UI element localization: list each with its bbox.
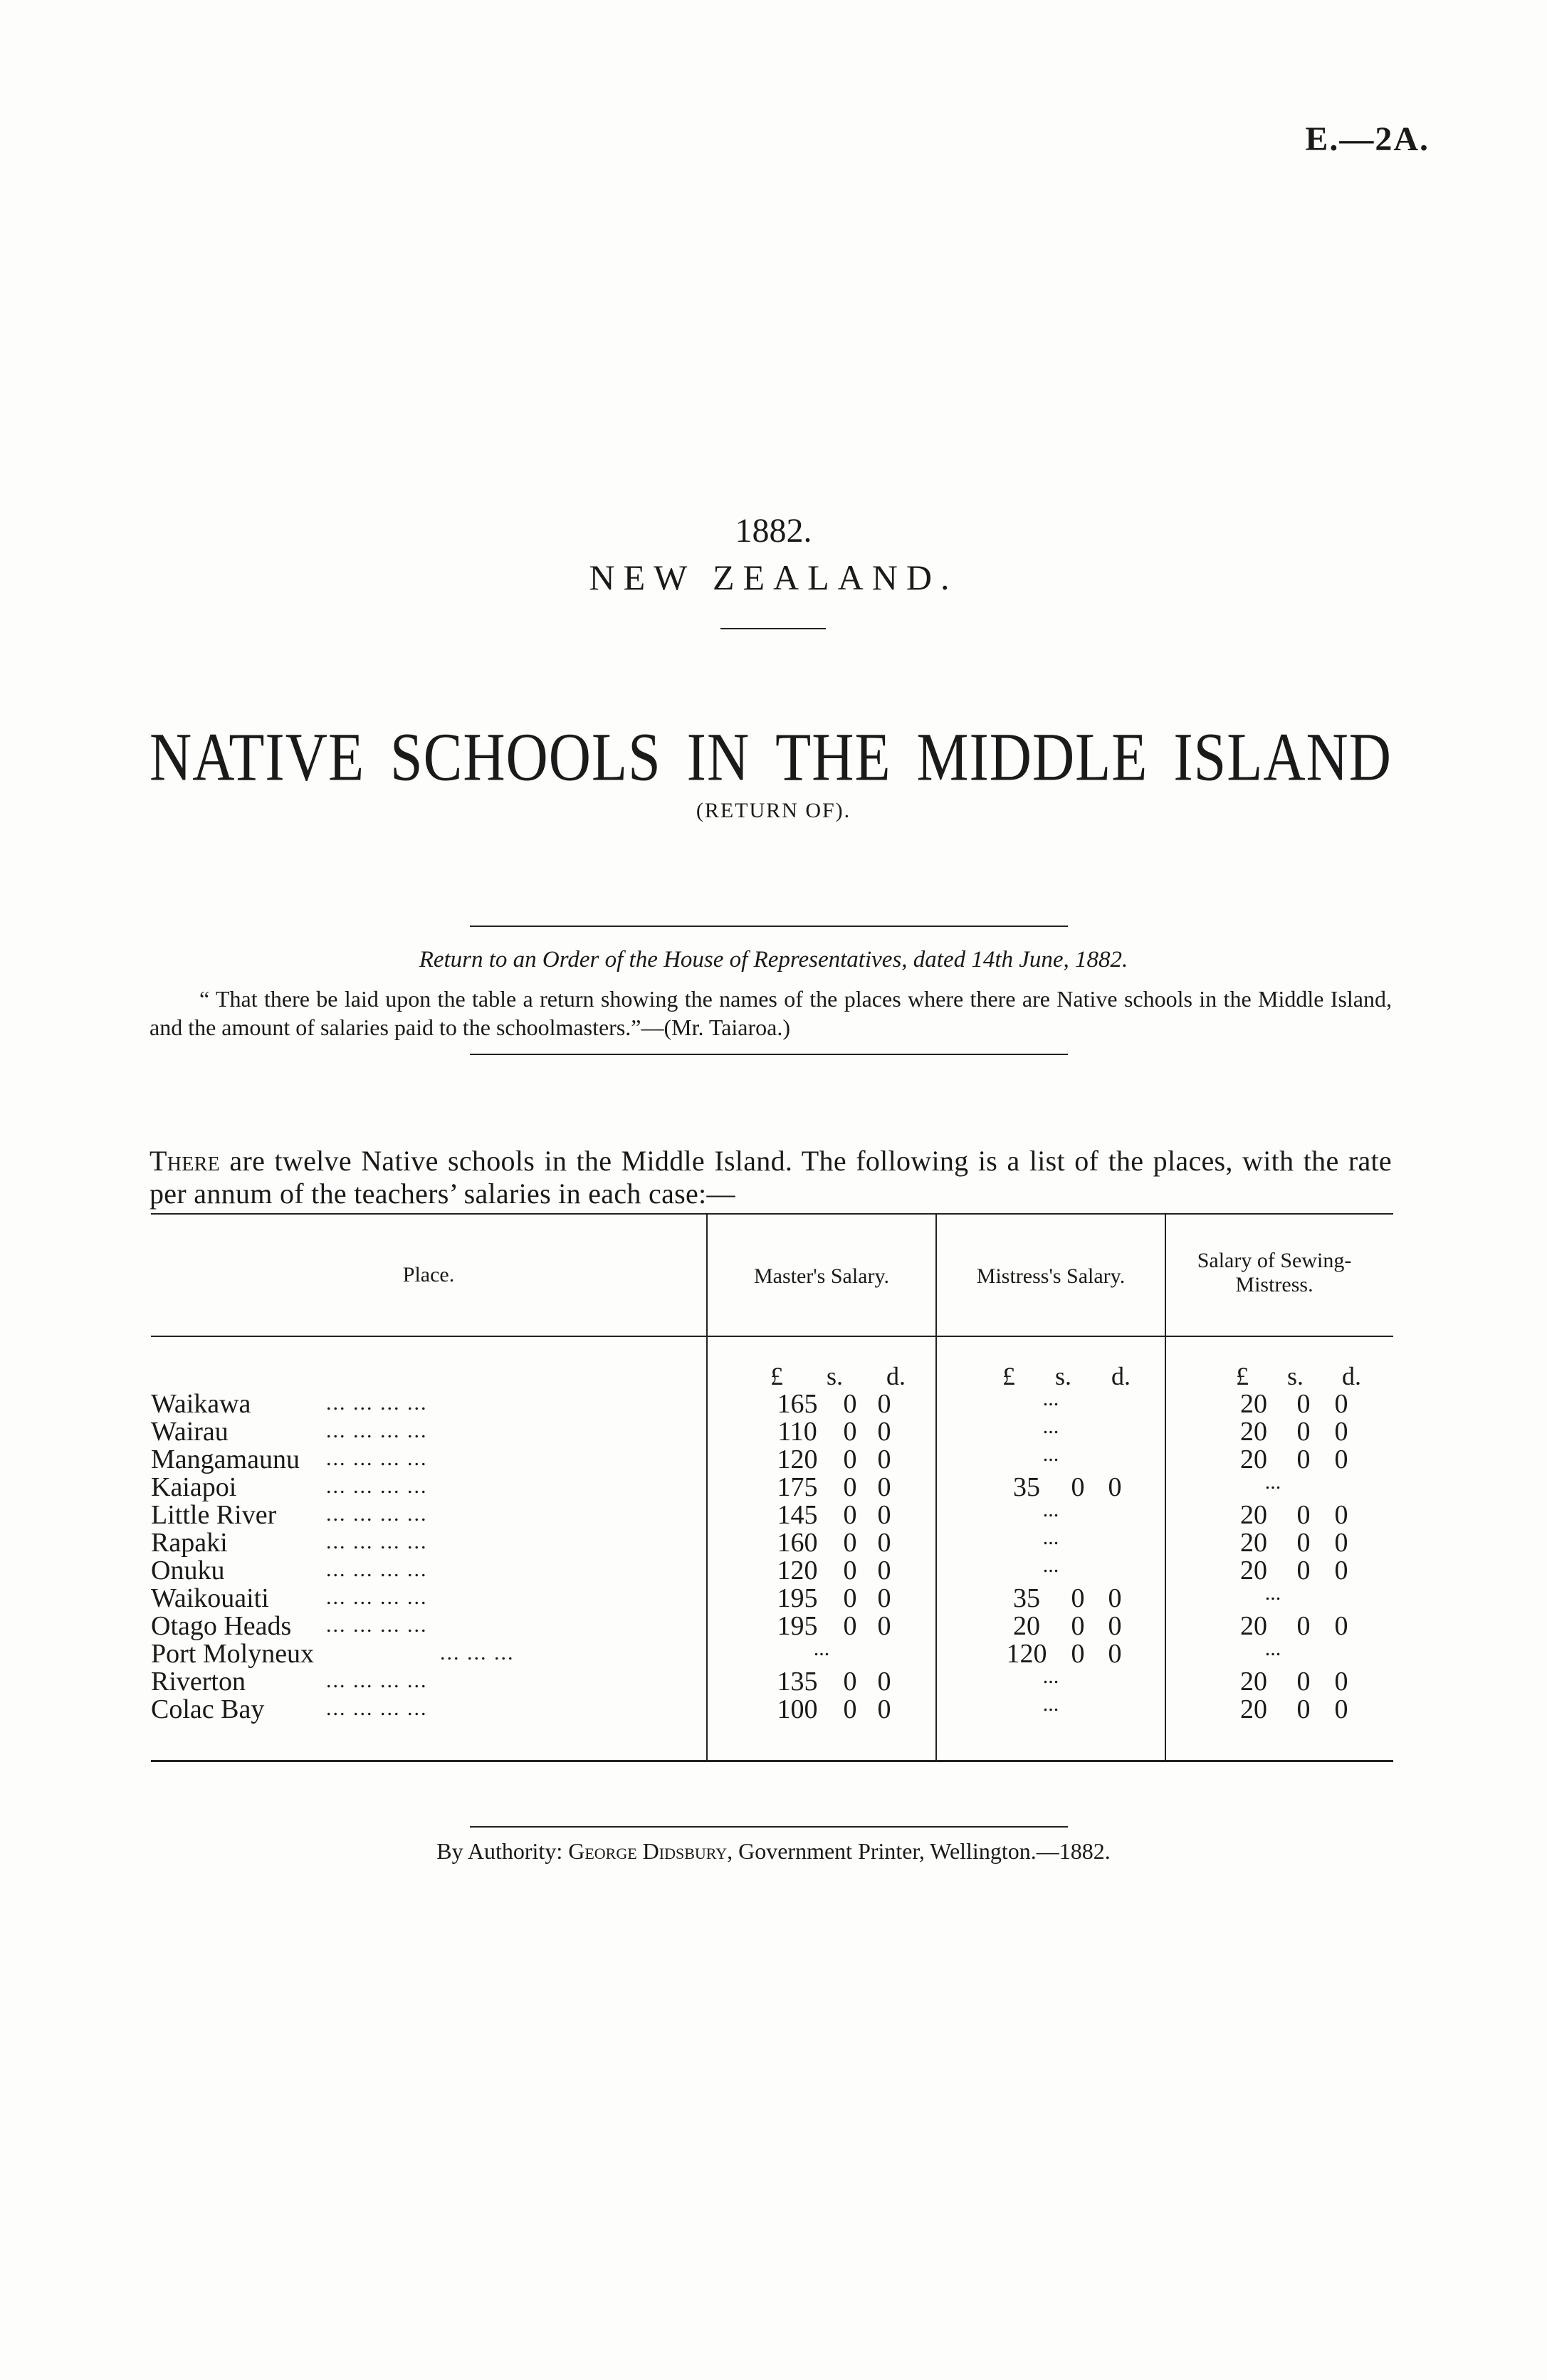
sewing-amount [1225,1416,1358,1447]
master-amount [762,1472,901,1503]
title-word: IN [686,718,750,795]
pence: 0 [1334,1417,1348,1447]
pence: 0 [877,1417,891,1447]
mistress-empty: ... [1042,1553,1059,1577]
pounds: 20 [1240,1417,1267,1447]
sewing-amount [1225,1527,1358,1558]
order-quote: “ That there be laid upon the table a return showing the names of the places where there are Native schools in the Middle Island, and the amount of salaries paid to the schoolmasters.”—(Mr. Taiaroa.) [150,986,1392,1040]
intro-first-word: There [150,1145,221,1177]
shillings: 0 [843,1583,857,1613]
leader-dots: ... ... ... ... [326,1502,428,1526]
pence: 0 [877,1667,891,1697]
order-bottom-rule [470,1054,1068,1055]
sewing-empty: ... [1264,1470,1281,1494]
leader-dots: ... ... ... ... [326,1585,428,1609]
leader-dots: ... ... ... [440,1641,515,1665]
master-amount [762,1666,901,1697]
printer-footer [0,1838,1547,1865]
pence: 0 [877,1556,891,1585]
pounds: 195 [777,1583,818,1613]
master-amount [762,1444,901,1475]
document-reference: E.—2A. [1305,120,1430,158]
sewing-amount [1225,1694,1358,1725]
shillings: 0 [843,1556,857,1585]
pounds: 175 [777,1472,818,1502]
pounds: 120 [777,1445,818,1474]
shilling-unit: s. [1054,1362,1071,1390]
place-name: Riverton [151,1667,246,1697]
pounds: 165 [777,1389,818,1419]
shillings: 0 [1296,1445,1311,1474]
header-mistress-salary: Mistress's Salary. [976,1264,1126,1288]
pence: 0 [877,1611,891,1641]
pounds: 20 [1240,1528,1267,1558]
shillings: 0 [843,1500,857,1530]
leader-dots: ... ... ... ... [326,1474,428,1498]
place-name: Port Molyneux [151,1639,315,1669]
master-amount [762,1583,901,1614]
shillings: 0 [1071,1583,1085,1613]
pounds: 20 [1240,1445,1267,1474]
shillings: 0 [1071,1472,1085,1502]
shillings: 0 [1296,1694,1311,1724]
pence: 0 [1108,1611,1122,1641]
title-word: SCHOOLS [390,718,661,795]
pence: 0 [877,1389,891,1419]
mistress-amount [995,1583,1132,1614]
master-amount [762,1527,901,1558]
mistress-empty: ... [1042,1498,1059,1521]
shillings: 0 [1296,1667,1311,1697]
shillings: 0 [1071,1611,1085,1641]
footer-rule [470,1826,1068,1828]
pence: 0 [1334,1528,1348,1558]
shilling-unit: s. [1286,1362,1304,1390]
pence: 0 [877,1528,891,1558]
shillings: 0 [843,1417,857,1447]
sewing-empty: ... [1264,1581,1281,1605]
column-divider [706,1213,708,1760]
pence-unit: d. [1341,1362,1361,1390]
place-name: Onuku [151,1556,225,1585]
leader-dots: ... ... ... ... [326,1697,428,1720]
title-word: ISLAND [1173,718,1392,795]
pounds: 20 [1240,1389,1267,1419]
sewing-amount [1225,1499,1358,1531]
pence: 0 [1108,1472,1122,1502]
leader-dots: ... ... ... ... [326,1613,428,1637]
place-name: Colac Bay [151,1694,265,1724]
pounds: 20 [1240,1611,1267,1641]
pence: 0 [1334,1500,1348,1530]
short-rule [720,628,826,629]
year-heading: 1882. [735,512,812,550]
sewing-empty: ... [1264,1637,1281,1660]
place-name: Wairau [151,1417,229,1447]
pence: 0 [877,1583,891,1613]
pence: 0 [1108,1639,1122,1669]
mistress-empty: ... [1042,1442,1059,1466]
shillings: 0 [843,1528,857,1558]
country-heading: NEW ZEALAND. [589,557,958,597]
intro-paragraph [150,1145,1392,1210]
mistress-empty: ... [1042,1692,1059,1716]
main-title [150,718,1392,797]
pounds: 35 [1013,1472,1040,1502]
order-top-rule [470,926,1068,927]
master-empty: ... [813,1637,830,1660]
leader-dots: ... ... ... ... [326,1419,428,1442]
pence: 0 [1334,1389,1348,1419]
master-amount [762,1388,901,1420]
pence: 0 [1334,1556,1348,1585]
title-word: THE [775,718,891,795]
shillings: 0 [1296,1500,1311,1530]
place-name: Otago Heads [151,1611,292,1641]
table-top-rule [151,1213,1393,1215]
title-word: MIDDLE [916,718,1148,795]
shillings: 0 [1296,1528,1311,1558]
shillings: 0 [1296,1417,1311,1447]
pound-unit: £ [770,1362,783,1390]
leader-dots: ... ... ... ... [326,1530,428,1553]
pence: 0 [1334,1694,1348,1724]
master-amount [762,1499,901,1531]
shillings: 0 [843,1611,857,1641]
shillings: 0 [843,1445,857,1474]
footer-suffix: , Government Printer, Wellington.—1882. [727,1838,1111,1864]
pounds: 35 [1013,1583,1040,1613]
master-amount [762,1555,901,1586]
pence: 0 [1334,1667,1348,1697]
pound-unit: £ [1002,1362,1015,1390]
pence: 0 [1334,1611,1348,1641]
shillings: 0 [1296,1556,1311,1585]
title-word: NATIVE [150,718,365,795]
table-bottom-rule [151,1760,1393,1762]
pound-unit: £ [1236,1362,1249,1390]
pounds: 100 [777,1694,818,1724]
leader-dots: ... ... ... ... [326,1391,428,1415]
pence-unit: d. [886,1362,906,1390]
sewing-amount [1225,1388,1358,1420]
pounds: 145 [777,1500,818,1530]
mistress-empty: ... [1042,1415,1059,1438]
shillings: 0 [843,1472,857,1502]
pence: 0 [877,1500,891,1530]
shillings: 0 [1296,1611,1311,1641]
pounds: 20 [1240,1667,1267,1697]
shillings: 0 [843,1694,857,1724]
footer-prefix: By Authority: [436,1838,569,1864]
pounds: 195 [777,1611,818,1641]
sewing-amount [1225,1666,1358,1697]
pounds: 120 [1006,1639,1047,1669]
order-line: Return to an Order of the House of Representatives, dated 14th June, 1882. [419,947,1128,973]
shillings: 0 [843,1389,857,1419]
sewing-units [1236,1361,1361,1391]
pence: 0 [1334,1445,1348,1474]
place-name: Waikouaiti [151,1583,269,1613]
mistress-amount [995,1610,1132,1642]
pence: 0 [877,1472,891,1502]
pounds: 20 [1240,1694,1267,1724]
mistress-empty: ... [1042,1665,1059,1688]
leader-dots: ... ... ... ... [326,1558,428,1581]
printer-name: George Didsbury [568,1838,728,1864]
leader-dots: ... ... ... ... [326,1669,428,1692]
leader-dots: ... ... ... ... [326,1447,428,1470]
master-units [770,1361,906,1391]
master-amount [762,1694,901,1725]
pence: 0 [877,1445,891,1474]
master-amount [762,1416,901,1447]
place-name: Mangamaunu [151,1445,300,1474]
pence: 0 [877,1694,891,1724]
shillings: 0 [843,1667,857,1697]
subtitle: (RETURN OF). [696,799,851,822]
pounds: 135 [777,1667,818,1697]
pounds: 160 [777,1528,818,1558]
pence-unit: d. [1111,1362,1131,1390]
place-name: Rapaki [151,1528,228,1558]
pence: 0 [1108,1583,1122,1613]
place-name: Kaiapoi [151,1472,237,1502]
place-name: Waikawa [151,1389,251,1419]
pounds: 20 [1240,1500,1267,1530]
intro-text: are twelve Native schools in the Middle Island. The following is a list of the places, with the rate per annum of the teachers’ salaries in each case:— [150,1145,1392,1210]
place-name: Little River [151,1500,277,1530]
header-master-salary: Master's Salary. [753,1264,890,1288]
mistress-empty: ... [1042,1526,1059,1549]
header-sewing-salary: Salary of Sewing-Mistress. [1197,1249,1352,1296]
mistress-empty: ... [1042,1387,1059,1410]
shilling-unit: s. [826,1362,843,1390]
header-place: Place. [402,1263,455,1286]
table-header-rule [151,1336,1393,1337]
pounds: 20 [1013,1611,1040,1641]
pounds: 120 [777,1556,818,1585]
shillings: 0 [1071,1639,1085,1669]
pounds: 110 [777,1417,817,1447]
pounds: 20 [1240,1556,1267,1585]
shillings: 0 [1296,1389,1311,1419]
